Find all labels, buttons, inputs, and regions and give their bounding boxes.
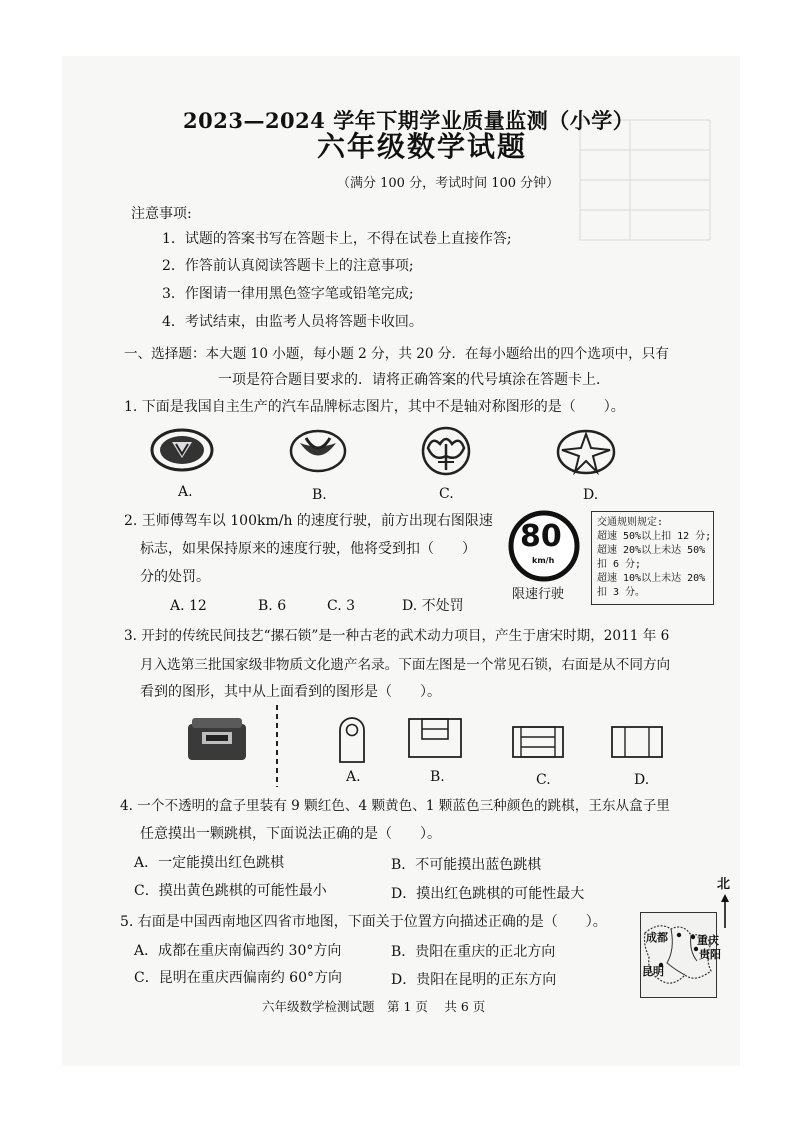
q1-logo-d bbox=[555, 428, 617, 476]
section1-instructions-line1: 一、选择题：本大题 10 小题，每小题 2 分，共 20 分．在每小题给出的四个选项中，只有 bbox=[124, 346, 669, 362]
map-city-chengdu: 成都 bbox=[646, 931, 668, 944]
q5-option-d: D．贵阳在昆明的正东方向 bbox=[391, 972, 557, 988]
q3-view-d bbox=[611, 726, 663, 758]
north-label: 北 bbox=[717, 877, 731, 892]
q1-option-b: B. bbox=[312, 487, 327, 503]
map-city-guiyang: 贵阳 bbox=[699, 948, 721, 961]
traffic-rule-6: 扣 3 分。 bbox=[597, 587, 646, 598]
q2-option-d: D. 不处罚 bbox=[402, 598, 464, 614]
q4-option-d: D．摸出红色跳棋的可能性最大 bbox=[391, 886, 585, 902]
q3-option-a: A. bbox=[346, 769, 361, 785]
traffic-rule-3: 超速 20%以上未达 50% bbox=[597, 545, 706, 556]
bleed-through-decoration bbox=[560, 110, 720, 270]
speed-limit-caption: 限速行驶 bbox=[512, 587, 565, 602]
q3-line1: 3. 开封的传统民间技艺“摞石锁”是一种古老的武术动力项目，产生于唐宋时期，2011 年 6 bbox=[124, 628, 670, 644]
q5-stem: 5. 右面是中国西南地区四省市地图，下面关于位置方向描述正确的是（ ）。 bbox=[120, 914, 607, 930]
traffic-rule-5: 超速 10%以上未达 20% bbox=[597, 573, 706, 584]
q3-option-d: D. bbox=[634, 772, 650, 788]
q4-line1: 4. 一个不透明的盒子里装有 9 颗红色、4 颗黄色、1 颗蓝色三种颜色的跳棋，王东从盒子里 bbox=[120, 798, 670, 814]
q1-stem: 1. 下面是我国自主生产的汽车品牌标志图片，其中不是轴对称图形的是（ ）。 bbox=[124, 399, 625, 415]
q5-option-b: B．贵阳在重庆的正北方向 bbox=[391, 944, 556, 960]
q3-divider bbox=[275, 705, 279, 787]
q1-option-c: C. bbox=[439, 486, 454, 502]
traffic-rule-2: 超速 50%以上扣 12 分; bbox=[597, 531, 712, 542]
notes-heading: 注意事项: bbox=[131, 206, 192, 222]
traffic-rule-1: 交通规则规定: bbox=[597, 517, 664, 528]
q4-option-b: B．不可能摸出蓝色跳棋 bbox=[391, 857, 542, 873]
speed-limit-unit: km/h bbox=[532, 556, 555, 565]
q5-option-a: A．成都在重庆南偏西约 30°方向 bbox=[134, 943, 342, 959]
section1-instructions-line2: 一项是符合题目要求的．请将正确答案的代号填涂在答题卡上． bbox=[218, 372, 610, 388]
exam-subject: 六年级数学试题 bbox=[317, 130, 528, 163]
north-arrow-icon bbox=[720, 894, 730, 928]
q3-view-b bbox=[408, 718, 462, 758]
q3-option-b: B. bbox=[430, 769, 445, 785]
note-item-4: 4．考试结束，由监考人员将答题卡收回。 bbox=[162, 314, 423, 330]
q2-option-b: B. 6 bbox=[258, 598, 287, 614]
q1-logo-b bbox=[288, 428, 348, 474]
note-item-3: 3．作图请一律用黑色签字笔或铅笔完成; bbox=[162, 286, 414, 302]
note-item-2: 2．作答前认真阅读答题卡上的注意事项; bbox=[162, 258, 414, 274]
map-city-chongqing: 重庆 bbox=[697, 934, 719, 947]
q1-logo-a bbox=[150, 428, 214, 472]
q2-line2: 标志，如果保持原来的速度行驶，他将受到扣（ ） bbox=[140, 541, 476, 557]
q4-option-a: A．一定能摸出红色跳棋 bbox=[134, 855, 285, 871]
q3-view-c bbox=[512, 726, 564, 758]
q2-option-c: C. 3 bbox=[327, 598, 356, 614]
q2-line3: 分的处罚。 bbox=[140, 569, 210, 585]
q3-view-a bbox=[338, 716, 366, 762]
q5-option-c: C．昆明在重庆西偏南约 60°方向 bbox=[134, 970, 342, 986]
speed-limit-number: 80 bbox=[520, 519, 562, 554]
q3-option-c: C. bbox=[536, 772, 551, 788]
q1-option-d: D. bbox=[583, 487, 599, 503]
traffic-rule-4: 扣 6 分; bbox=[597, 559, 642, 570]
q3-line3: 看到的图形，其中从上面看到的图形是（ ）。 bbox=[140, 684, 441, 700]
q1-logo-c bbox=[418, 426, 474, 476]
map-city-kunming: 昆明 bbox=[642, 965, 664, 978]
q1-option-a: A. bbox=[178, 484, 193, 500]
q4-line2: 任意摸出一颗跳棋，下面说法正确的是（ ）。 bbox=[140, 826, 441, 842]
exam-title: 2023—2024 学年下期学业质量监测（小学） bbox=[183, 108, 635, 133]
q4-option-c: C．摸出黄色跳棋的可能性最小 bbox=[134, 883, 327, 899]
exam-subtitle: （满分 100 分，考试时间 100 分钟） bbox=[337, 176, 560, 191]
q3-line2: 月入选第三批国家级非物质文化遗产名录。下面左图是一个常见石锁，右面是从不同方向 bbox=[140, 657, 671, 673]
page-footer: 六年级数学检测试题 第 1 页 共 6 页 bbox=[262, 999, 486, 1014]
stone-lock-photo bbox=[188, 718, 246, 760]
q2-option-a: A. 12 bbox=[170, 598, 207, 614]
note-item-1: 1．试题的答案书写在答题卡上，不得在试卷上直接作答; bbox=[162, 231, 512, 247]
q2-line1: 2. 王师傅驾车以 100km/h 的速度行驶，前方出现右图限速 bbox=[124, 513, 493, 529]
